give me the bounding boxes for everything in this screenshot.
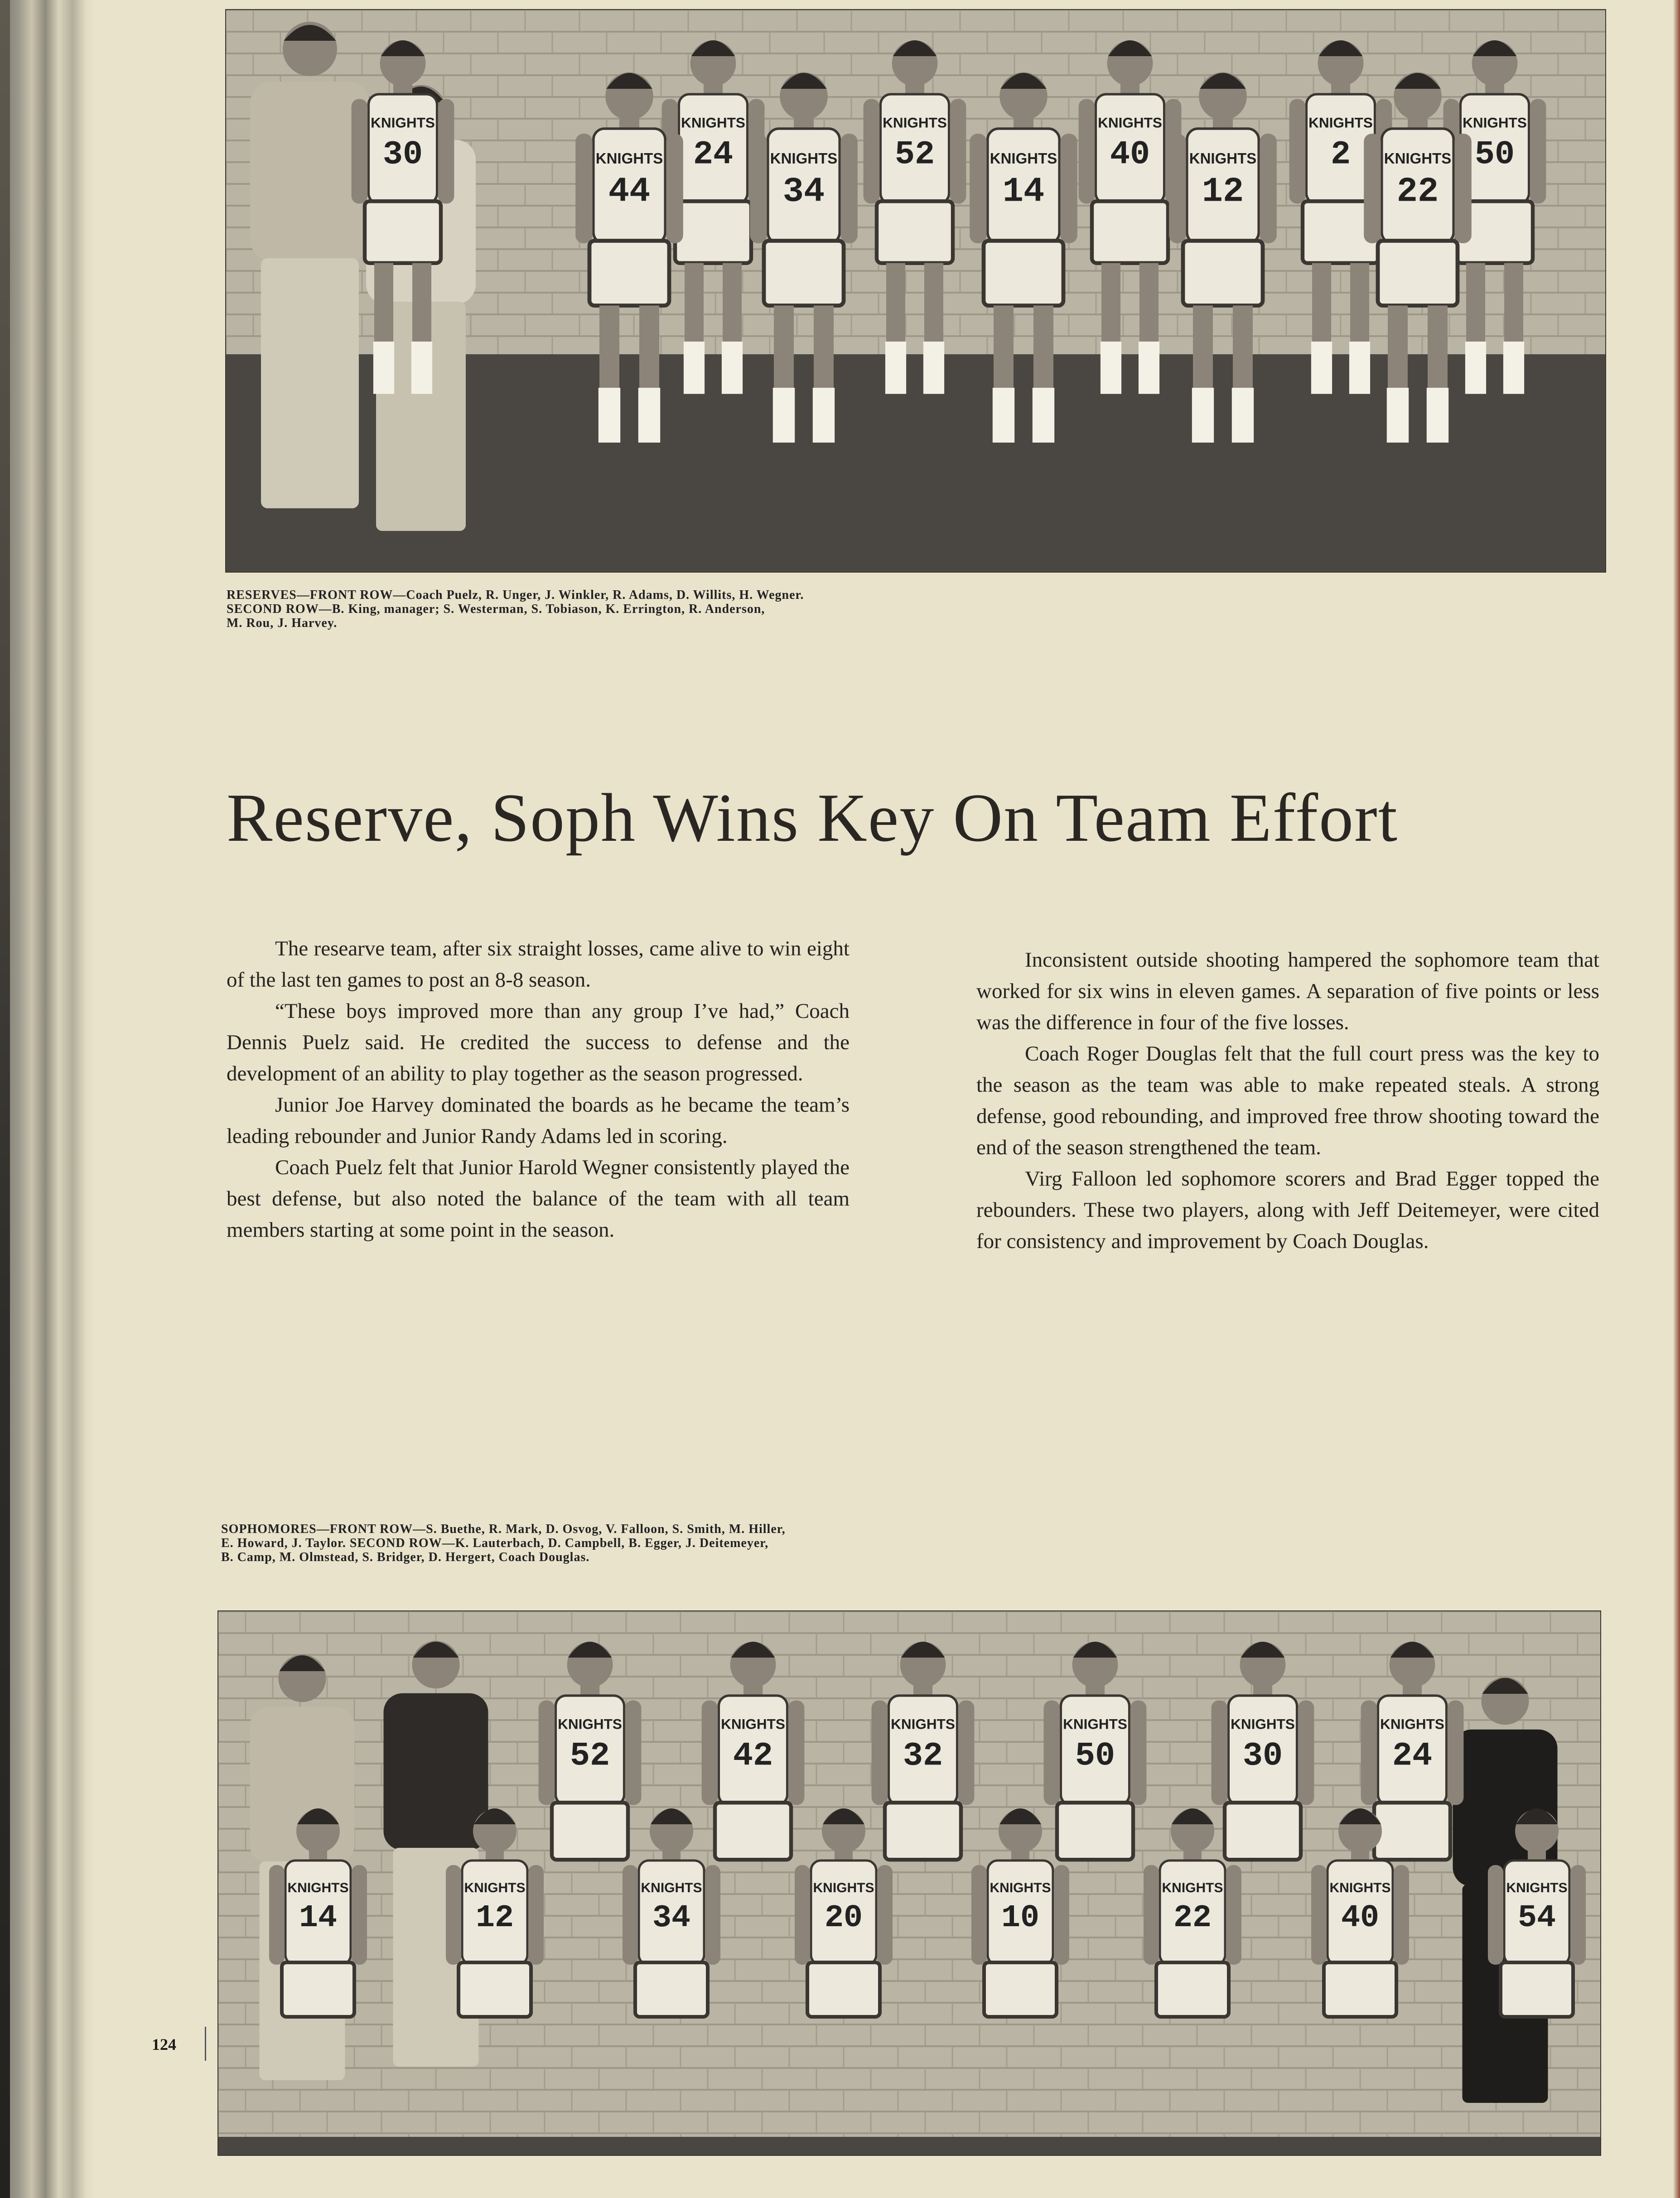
jersey-label: KNIGHTS (1506, 1880, 1568, 1895)
jersey-label: KNIGHTS (641, 1880, 702, 1895)
sophomores-caption-line: B. Camp, M. Olmstead, S. Bridger, D. Hergert, Coach Douglas. (221, 1550, 590, 1564)
jersey-label: KNIGHTS (891, 1716, 955, 1732)
sophomores-caption-line: E. Howard, J. Taylor. SECOND ROW—K. Lauterbach, D. Campbell, B. Egger, J. Deitemeyer, (221, 1536, 769, 1550)
jersey-number: 44 (608, 172, 651, 212)
jersey-label: KNIGHTS (990, 1880, 1051, 1895)
jersey-label: KNIGHTS (558, 1716, 622, 1732)
jersey-number: 32 (903, 1737, 943, 1775)
jersey-label: KNIGHTS (721, 1716, 785, 1732)
paragraph: Virg Falloon led sophomore scorers and Brad Egger topped the rebounders. These two players, along with Jeff Deitemeyer, were cited for consistency and improvement by Coach Douglas. (976, 1167, 1599, 1253)
jersey-label: KNIGHTS (681, 114, 745, 131)
jersey-number: 22 (1173, 1900, 1212, 1936)
jersey-number: 50 (1474, 136, 1515, 174)
jersey-number: 14 (299, 1900, 338, 1936)
jersey-number: 42 (733, 1737, 773, 1775)
paragraph: Coach Roger Douglas felt that the full court press was the key to the season as the team was able to make repeated steals. A strong defense, good rebounding, and improved free throw shooting toward the end of the season strengthened the team. (976, 1042, 1599, 1159)
paragraph: Coach Puelz felt that Junior Harold Wegner consistently played the best defense, but also noted the balance of the team with all team members starting at some point in the season. (227, 1156, 850, 1242)
sophomores-caption (221, 1522, 1109, 1564)
jersey-label: KNIGHTS (883, 114, 947, 131)
jersey-number: 14 (1002, 172, 1045, 212)
jersey-number: 50 (1075, 1737, 1115, 1775)
jersey-label: KNIGHTS (1231, 1716, 1295, 1732)
jersey-label: KNIGHTS (1162, 1880, 1223, 1895)
page-number: 124 (152, 2035, 176, 2053)
sophomores-team-photo (217, 1610, 1601, 2156)
jersey-number: 34 (652, 1900, 691, 1936)
jersey-label: KNIGHTS (287, 1880, 349, 1895)
gym-floor (218, 2137, 1600, 2155)
jersey-label: KNIGHTS (770, 150, 838, 167)
jersey-label: KNIGHTS (990, 150, 1057, 167)
jersey-label: KNIGHTS (1063, 1716, 1127, 1732)
page-edge (1674, 0, 1680, 2198)
jersey-number: 12 (475, 1900, 514, 1936)
jersey-number: 22 (1396, 172, 1439, 212)
jersey-label: KNIGHTS (1384, 150, 1452, 167)
reserves-caption-line: RESERVES—FRONT ROW—Coach Puelz, R. Unger, J. Winkler, R. Adams, D. Willits, H. Wegner. (227, 588, 804, 602)
page-number-divider (205, 2027, 206, 2061)
jersey-number: 52 (894, 136, 935, 174)
jersey-number: 2 (1330, 136, 1351, 174)
jersey-label: KNIGHTS (1189, 150, 1257, 167)
jersey-number: 24 (1392, 1737, 1433, 1775)
jersey-label: KNIGHTS (371, 114, 435, 131)
reserves-caption (227, 588, 1115, 630)
jersey-number: 40 (1341, 1900, 1380, 1936)
jersey-label: KNIGHTS (813, 1880, 874, 1895)
reserves-caption-line: SECOND ROW—B. King, manager; S. Westerman, S. Tobiason, K. Errington, R. Anderson, (227, 602, 765, 616)
jersey-number: 10 (1001, 1900, 1040, 1936)
jersey-label: KNIGHTS (1329, 1880, 1391, 1895)
article-left-column (227, 933, 850, 1246)
paragraph: Junior Joe Harvey dominated the boards as he became the team’s leading rebounder and Junior Randy Adams led in scoring. (227, 1093, 850, 1148)
jersey-number: 54 (1517, 1900, 1556, 1936)
binding-spine (0, 0, 10, 2198)
coach (250, 22, 370, 508)
jersey-label: KNIGHTS (1463, 114, 1527, 131)
reserves-team-photo (225, 9, 1606, 573)
jersey-label: KNIGHTS (1308, 114, 1373, 131)
jersey-number: 34 (782, 172, 825, 212)
paragraph: Inconsistent outside shooting hampered the sophomore team that worked for six wins in eleven games. A separation of five points or less was the difference in four of the five losses. (976, 948, 1599, 1034)
jersey-number: 24 (693, 136, 734, 174)
jersey-number: 30 (382, 136, 423, 174)
article-headline: Reserve, Soph Wins Key On Team Effort (227, 780, 1398, 856)
jersey-label: KNIGHTS (464, 1880, 526, 1895)
jersey-number: 40 (1110, 136, 1150, 174)
jersey-number: 52 (570, 1737, 610, 1775)
reserves-caption-line: M. Rou, J. Harvey. (227, 616, 338, 630)
book-binding (0, 0, 95, 2198)
jersey-number: 12 (1202, 172, 1244, 212)
jersey-label: KNIGHTS (1380, 1716, 1444, 1732)
jersey-label: KNIGHTS (1098, 114, 1162, 131)
paragraph: The researve team, after six straight losses, came alive to win eight of the last ten games to post an 8-8 season. (227, 937, 850, 992)
jersey-label: KNIGHTS (595, 150, 663, 167)
jersey-number: 30 (1242, 1737, 1283, 1775)
article-right-column (976, 945, 1599, 1257)
jersey-number: 20 (824, 1900, 863, 1936)
paragraph: “These boys improved more than any group I’ve had,” Coach Dennis Puelz said. He credited the success to defense and the development of an ability to play together as the season progressed. (227, 999, 850, 1085)
sophomores-caption-line: SOPHOMORES—FRONT ROW—S. Buethe, R. Mark, D. Osvog, V. Falloon, S. Smith, M. Hiller, (221, 1522, 786, 1536)
